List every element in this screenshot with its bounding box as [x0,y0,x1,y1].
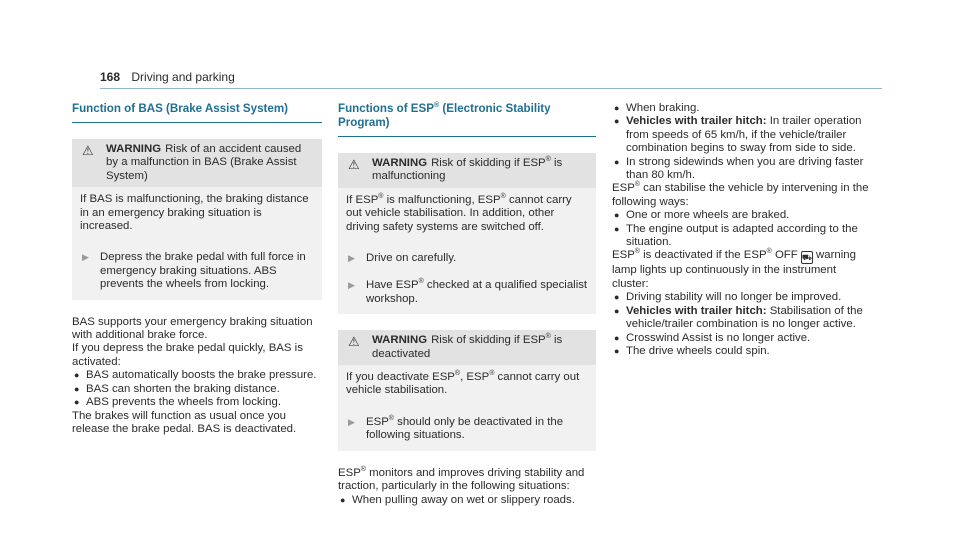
list-item: ● When braking. [614,102,700,114]
arrow-right-icon: ▶ [348,416,355,427]
page-header [100,70,235,84]
column-bas [72,102,322,436]
warning-triangle-icon: ⚠ [348,334,360,350]
warning-body: If ESP® is malfunctioning, ESP® cannot carry out vehicle stabilisation. In addition, other driving safety systems are switched off. [346,193,572,233]
paragraph: ESP® can stabilise the vehicle by intervening in the following ways: [612,181,869,208]
page-number: 168 [100,70,121,84]
list-item: ● BAS automatically boosts the brake pressure. [74,369,317,382]
list-item: ● Driving stability will no longer be improved. [614,291,842,304]
bullet-icon: ● [614,345,620,356]
warning-step: ▶ Have ESP® checked at a qualified specialist workshop. [348,278,588,305]
list-item: ● Vehicles with trailer hitch: Stabilisation of the vehicle/trailer combination is no longer active. [614,304,863,331]
arrow-right-icon: ▶ [82,252,89,263]
esp-off-icon: ⛟ [801,253,812,263]
paragraph: ESP® is deactivated if the ESP® OFF ⛟ warning lamp lights up continuously in the instrument cluster: [612,248,856,290]
warning-body: If BAS is malfunctioning, the braking distance in an emergency braking situation is increased. [80,193,309,233]
list-item: ● Vehicles with trailer hitch: In trailer operation from speeds of 65 km/h, if the vehicle/trailer combination begins to sway from side to side. [614,115,862,155]
arrow-right-icon: ▶ [348,280,355,291]
bullet-icon: ● [74,397,80,408]
section-title-bas: Function of BAS (Brake Assist System) [72,102,322,123]
warning-label: WARNING [372,157,428,169]
list-item: ● When pulling away on wet or slippery roads. [340,493,575,506]
warning-text: Risk of an accident caused by a malfunction in BAS (Brake Assist System) [106,143,302,182]
page-section-title: Driving and parking [131,70,235,84]
arrow-right-icon: ▶ [348,253,355,264]
bullet-list [612,209,870,249]
paragraph: The brakes will function as usual once you release the brake pedal. BAS is deactivated. [72,409,297,435]
warning-triangle-icon: ⚠ [348,157,360,172]
bullet-list [72,369,322,409]
paragraph: If you depress the brake pedal quickly, BAS is activated: [72,342,303,368]
column-esp-continued [612,102,870,358]
header-divider [100,88,882,89]
warning-body: If you deactivate ESP®, ESP® cannot carry out vehicle stabilisation. [346,370,580,397]
paragraph: BAS supports your emergency braking situation with additional brake force. [72,315,313,342]
list-item: ● ABS prevents the wheels from locking. [74,396,281,409]
bullet-list [612,102,870,182]
list-item: ● BAS can shorten the braking distance. [74,382,280,395]
list-item: ● The engine output is adapted according to the situation. [614,222,858,249]
warning-box-bas [72,139,322,300]
bullet-icon: ● [614,332,620,343]
bullet-icon: ● [74,383,80,394]
bullet-icon: ● [614,223,620,234]
paragraph: ESP® monitors and improves driving stability and traction, particularly in the following situations: [338,465,585,493]
bullet-icon: ● [614,116,620,127]
bullet-list [338,494,596,507]
warning-triangle-icon: ⚠ [82,143,94,158]
warning-step: ▶ ESP® should only be deactivated in the following situations. [348,415,564,442]
warning-box-esp-malfunction: ⚠ WARNING Risk of skidding if ESP® is malfunctioning If ESP® is malfunctioning, ESP® cannot carry out vehicle stabilisation. In addition, other driving safety systems are switched off. ▶ Drive on carefully. ▶ Have ESP® checked at a qualified specialist workshop. [338,153,596,314]
bullet-icon: ● [614,292,620,303]
bullet-icon: ● [74,370,80,381]
warning-label: WARNING [106,143,162,155]
bullet-icon: ● [614,103,620,113]
bullet-list [612,291,870,358]
list-item: ● In strong sidewinds when you are driving faster than 80 km/h. [614,155,864,182]
warning-box-esp-deactivated: ⚠ WARNING Risk of skidding if ESP® is deactivated If you deactivate ESP®, ESP® cannot carry out vehicle stabilisation. ▶ ESP® should only be deactivated in the following situations. [338,330,596,450]
bullet-icon: ● [614,305,620,316]
section-title-esp: Functions of ESP® (Electronic Stability Program) [338,102,596,137]
warning-label: WARNING [372,334,428,347]
bullet-icon: ● [340,494,346,505]
list-item: ● The drive wheels could spin. [614,344,770,357]
list-item: ● Crosswind Assist is no longer active. [614,331,811,344]
list-item: ● One or more wheels are braked. [614,209,790,222]
column-esp [338,102,596,507]
bullet-icon: ● [614,210,620,221]
bullet-icon: ● [614,156,620,167]
warning-step: ▶ Depress the brake pedal with full force in emergency braking situations. ABS prevents the wheels from locking. [82,251,306,291]
warning-step: ▶ Drive on carefully. [348,252,457,265]
